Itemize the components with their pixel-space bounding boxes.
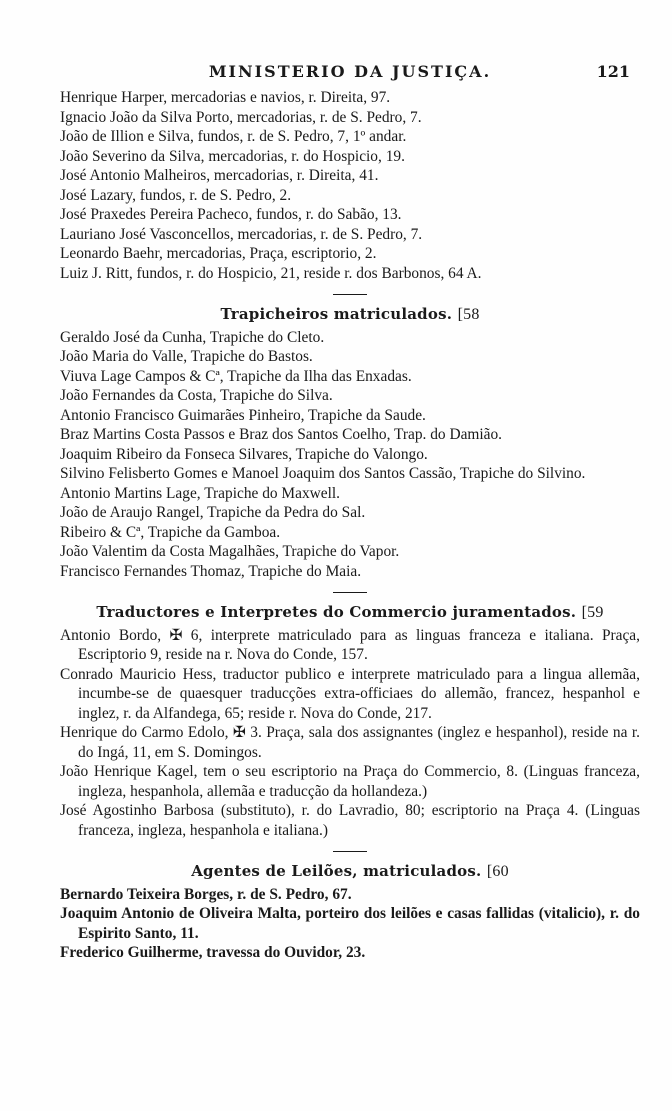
list-item: José Lazary, fundos, r. de S. Pedro, 2.	[60, 186, 292, 204]
section-divider	[333, 592, 367, 593]
list-item: José Praxedes Pereira Pacheco, fundos, r. do Sabão, 13.	[60, 206, 402, 223]
list-item: Braz Martins Costa Passos e Braz dos Santos Coelho, Trap. do Damião.	[60, 426, 503, 443]
list-item: José Antonio Malheiros, mercadorias, r. Direita, 41.	[60, 167, 379, 184]
list-item: Ribeiro & Cª, Trapiche da Gamboa.	[60, 523, 281, 541]
list-item: João Valentim da Costa Magalhães, Trapiche do Vapor.	[60, 543, 400, 560]
running-title: MINISTERIO DA JUSTIÇA.	[208, 62, 492, 81]
list-item: João de Illion e Silva, fundos, r. de S. Pedro, 7, 1º andar.	[60, 128, 407, 145]
list-item: Silvino Felisberto Gomes e Manoel Joaquim dos Santos Cassão, Trapiche do Silvino.	[60, 465, 586, 482]
list-item: João de Araujo Rangel, Trapiche da Pedra do Sal.	[60, 504, 366, 521]
list-item: Ignacio João da Silva Porto, mercadorias, r. de S. Pedro, 7.	[60, 108, 422, 126]
section-number: [59	[581, 604, 604, 621]
list-item: Francisco Fernandes Thomaz, Trapiche do Maia.	[60, 562, 362, 580]
list-item: Henrique do Carmo Edolo, ✠ 3. Praça, sala dos assignantes (inglez e hespanhol), reside na r. do Ingá, 11, em S. Domingos.	[60, 724, 640, 761]
list-item: José Agostinho Barbosa (substituto), r. do Lavradio, 80; escriptorio na Praça 4. (Linguas franceza, ingleza, hespanhola e italiana.)	[60, 802, 640, 839]
section-trapicheiros	[60, 305, 640, 581]
list-item: João Fernandes da Costa, Trapiche do Silva.	[60, 387, 333, 404]
section-heading	[60, 603, 640, 623]
list-item: Joaquim Ribeiro da Fonseca Silvares, Trapiche do Valongo.	[60, 445, 428, 463]
section-divider	[333, 851, 367, 852]
list-item: Joaquim Antonio de Oliveira Malta, porteiro dos leilões e casas fallidas (vitalicio), r. do Espirito Santo, 11.	[60, 905, 640, 942]
list-item: Luiz J. Ritt, fundos, r. do Hospicio, 21, reside r. dos Barbonos, 64 A.	[60, 264, 482, 282]
section-number: [58	[457, 306, 480, 323]
section-heading-text: Traductores e Interpretes do Commercio juramentados.	[96, 603, 577, 621]
list-item: Antonio Martins Lage, Trapiche do Maxwell.	[60, 484, 340, 502]
merchant-list	[60, 88, 640, 283]
section-heading	[60, 862, 640, 882]
page-number: 121	[596, 62, 630, 81]
section-divider	[333, 294, 367, 295]
page-content	[60, 88, 640, 963]
section-traductores	[60, 603, 640, 840]
section-heading-text: Trapicheiros matriculados.	[220, 305, 453, 323]
list-item: Viuva Lage Campos & Cª, Trapiche da Ilha das Enxadas.	[60, 367, 412, 385]
section-heading-text: Agentes de Leilões, matriculados.	[191, 862, 482, 880]
list-item: Bernardo Teixeira Borges, r. de S. Pedro, 67.	[60, 885, 352, 903]
list-item: Leonardo Baehr, mercadorias, Praça, escriptorio, 2.	[60, 245, 377, 262]
list-item: João Severino da Silva, mercadorias, r. do Hospicio, 19.	[60, 147, 405, 165]
section-heading	[60, 305, 640, 325]
list-item: Lauriano José Vasconcellos, mercadorias, r. de S. Pedro, 7.	[60, 225, 423, 243]
section-number: [60	[486, 863, 509, 880]
list-item: Geraldo José da Cunha, Trapiche do Cleto.	[60, 328, 325, 346]
list-item: Frederico Guilherme, travessa do Ouvidor, 23.	[60, 944, 366, 961]
list-item: João Maria do Valle, Trapiche do Bastos.	[60, 348, 313, 365]
section-agentes	[60, 862, 640, 963]
list-item: Henrique Harper, mercadorias e navios, r. Direita, 97.	[60, 89, 391, 106]
list-item: Conrado Mauricio Hess, traductor publico e interprete matriculado para a lingua allemãa, incumbe-se de quaesquer traducções extra-officiaes do allemão, francez, hespanhol e inglez, r. da Alfandega, 65; reside r. Nova do Conde, 217.	[60, 665, 640, 722]
list-item: João Henrique Kagel, tem o seu escriptorio na Praça do Commercio, 8. (Linguas franceza, ingleza, hespanhola, allemãa e traducção da hollandeza.)	[60, 763, 640, 800]
list-item: Antonio Bordo, ✠ 6, interprete matriculado para as linguas franceza e italiana. Praça, Escriptorio 9, reside na r. Nova do Conde, 157.	[60, 626, 640, 663]
list-item: Antonio Francisco Guimarães Pinheiro, Trapiche da Saude.	[60, 406, 426, 424]
page-header	[60, 62, 640, 86]
